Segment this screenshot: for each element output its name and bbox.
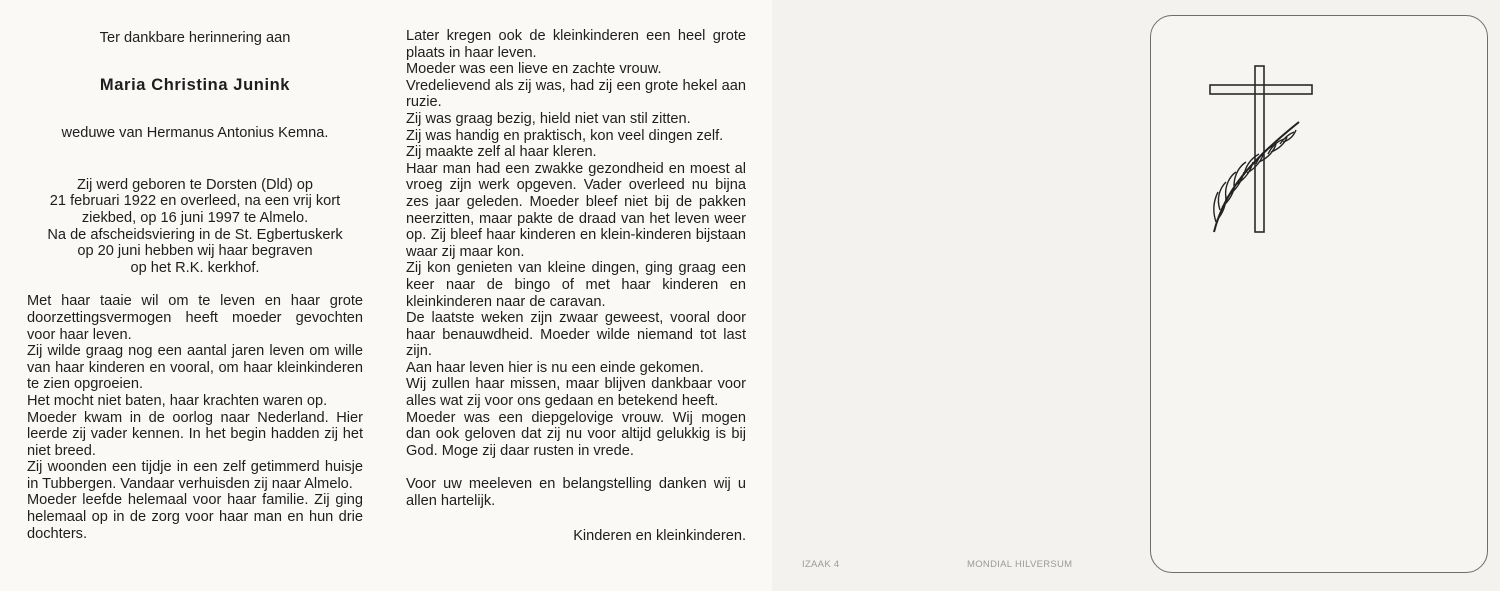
text-column-left: [27, 30, 363, 542]
paragraph: Later kregen ook de kleinkinderen een heel grote plaats in haar leven.: [406, 28, 746, 61]
paragraph: Het mocht niet baten, haar krachten waren op.: [27, 392, 328, 409]
thanks-text: Voor uw meeleven en belangstelling danken wij u allen hartelijk.: [406, 476, 746, 510]
paragraph: Zij was graag bezig, hield niet van stil zitten.: [406, 110, 691, 127]
birth-line: Zij werd geboren te Dorsten (Dld) op: [76, 176, 314, 193]
birth-line: op het R.K. kerkhof.: [130, 259, 260, 276]
intro-heading: Ter dankbare herinnering aan: [99, 30, 291, 46]
cross-with-palm-branch-icon: [1204, 62, 1320, 242]
paragraph: De laatste weken zijn zwaar geweest, vooral door haar benauwdheid. Moeder wilde niemand tot last zijn.: [406, 310, 746, 360]
thanks-block: [406, 476, 746, 509]
paragraph: Wij zullen haar missen, maar blijven dankbaar voor alles wat zij voor ons gedaan en betekend heeft.: [406, 376, 746, 410]
widow-line: weduwe van Hermanus Antonius Kemna.: [61, 125, 329, 142]
paragraph: Aan haar leven hier is nu een einde gekomen.: [406, 359, 704, 376]
paragraph: Moeder was een lieve en zachte vrouw.: [406, 61, 662, 78]
life-story-block: [27, 293, 363, 542]
life-story-continued: [406, 28, 746, 459]
birth-line: ziekbed, op 16 juni 1997 te Almelo.: [81, 209, 309, 226]
paragraph: Moeder kwam in de oorlog naar Nederland. Hier leerde zij vader kennen. In het begin hadden zij het niet breed.: [27, 409, 363, 459]
paragraph: Zij kon genieten van kleine dingen, ging graag een keer naar de bingo of met haar kinderen en kleinkinderen naar de caravan.: [406, 260, 746, 310]
paragraph: Zij was handig en praktisch, kon veel dingen zelf.: [406, 127, 724, 144]
printer-name: MONDIAL HILVERSUM: [967, 559, 1073, 570]
paragraph: Met haar taaie wil om te leven en haar grote doorzettingsvermogen heeft moeder gevochten voor haar leven.: [27, 293, 363, 343]
paragraph: Haar man had een zwakke gezondheid en moest al vroeg zijn werk opgeven. Vader overleed nu bijna zes jaar geleden. Moeder bleef niet bij de pakken neerzitten, maar pakte de draad van het leven weer op. Zij bleef haar kinderen en klein-kinderen bijstaan waar zij maar kon.: [406, 160, 746, 260]
paragraph: Zij wilde graag nog een aantal jaren leven om wille van haar kinderen en vooral, om haar kleinkinderen te zien opgroeien.: [27, 343, 363, 393]
paragraph: Vredelievend als zij was, had zij een grote hekel aan ruzie.: [406, 77, 746, 111]
birth-line: op 20 juni hebben wij haar begraven: [77, 243, 313, 260]
paragraph: Zij maakte zelf al haar kleren.: [406, 144, 597, 161]
signoff: Kinderen en kleinkinderen.: [573, 527, 746, 544]
paragraph: Moeder was een diepgelovige vrouw. Wij mogen dan ook geloven dat zij nu voor altijd gelukkig is bij God. Moge zij daar rusten in vrede.: [406, 409, 746, 459]
birth-line: 21 februari 1922 en overleed, na een vrij kort: [49, 193, 341, 210]
printer-code: IZAAK 4: [802, 559, 840, 570]
birth-line: Na de afscheidsviering in de St. Egbertuskerk: [47, 226, 343, 243]
birth-death-block: [27, 177, 363, 277]
paragraph: Zij woonden een tijdje in een zelf getimmerd huisje in Tubbergen. Vandaar verhuisden zij naar Almelo.: [27, 459, 363, 492]
deceased-name: Maria Christina Junink: [99, 75, 291, 94]
paragraph: Moeder leefde helemaal voor haar familie. Zij ging helemaal op in de zorg voor haar man en hun drie dochters.: [27, 492, 363, 542]
text-column-right: [406, 28, 746, 544]
